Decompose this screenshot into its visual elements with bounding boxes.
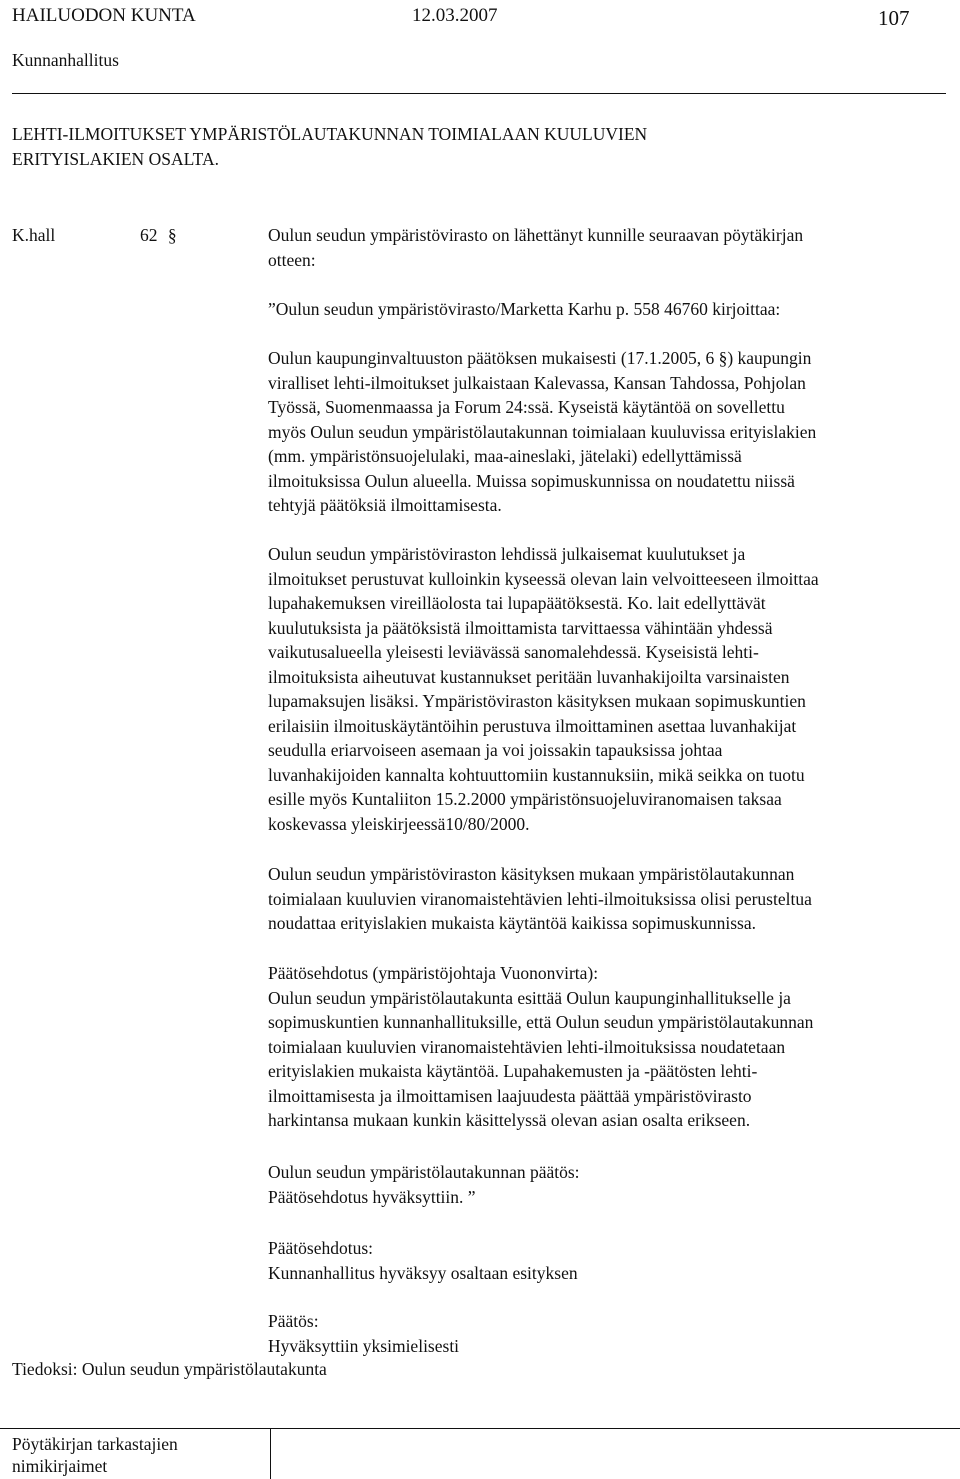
text-line: (mm. ympäristönsuojelulaki, maa-aineslaki, jätelaki) edellyttämissä: [268, 446, 742, 466]
text-line: Oulun seudun ympäristövirasto on lähettänyt kunnille seuraavan pöytäkirjan: [268, 225, 804, 245]
motion: [268, 1236, 948, 1285]
text-line: seudulla eriarvoiseen asemaan ja voi joissakin tapauksissa johtaa: [268, 740, 723, 760]
board-decision-heading: Oulun seudun ympäristölautakunnan päätös:: [268, 1162, 580, 1182]
proposal-paragraph: [268, 961, 948, 1133]
header-rule: [12, 93, 946, 94]
text-line: kuulutuksista ja päätöksistä ilmoittamista tarvittaessa vähintään yhdessä: [268, 617, 773, 638]
quote-header: ”Oulun seudun ympäristövirasto/Marketta Karhu p. 558 46760 kirjoittaa:: [268, 299, 781, 319]
motion-heading: Päätösehdotus:: [268, 1238, 373, 1258]
text-line: luvanhakijoiden kannalta kohtuuttomiin kustannuksiin, mikä seikka on tuotu: [268, 764, 805, 785]
governing-body: Kunnanhallitus: [12, 50, 119, 70]
text-line: ilmoituksissa Oulun alueella. Muissa sopimuskunnissa on noudatettu niissä: [268, 470, 795, 491]
municipality-name: HAILUODON KUNTA: [12, 5, 196, 26]
decision-heading: Päätös:: [268, 1311, 319, 1331]
section-title-line1: LEHTI-ILMOITUKSET YMPÄRISTÖLAUTAKUNNAN TOIMIALAAN KUULUVIEN: [12, 124, 648, 144]
initials-cell: [0, 1429, 271, 1479]
text-line: ilmoituksista aiheutuvat kustannukset peritään luvanhakijoilta varsinaisten: [268, 666, 790, 687]
paragraph-1: [268, 346, 948, 518]
initials-label: [12, 1433, 178, 1477]
meeting-date: 12.03.2007: [412, 5, 498, 26]
section-title-line2: ERITYISLAKIEN OSALTA.: [12, 149, 219, 169]
board-decision: [268, 1160, 948, 1209]
text-line: Työssä, Suomenmaassa ja Forum 24:ssä. Kyseistä käytäntöä on sovellettu: [268, 397, 785, 417]
section-sign: §: [167, 225, 177, 245]
text-line: erityislakien mukaista käytäntöä. Lupahakemusten ja -päätösten lehti-: [268, 1061, 758, 1081]
text-line: Oulun seudun ympäristölautakunta esittää Oulun kaupunginhallitukselle ja: [268, 987, 791, 1008]
text-line: lupahakemuksen vireilläolosta tai lupapäätöksestä. Ko. lait edellyttävät: [268, 593, 766, 613]
page-number: 107: [878, 6, 910, 30]
text-line: viralliset lehti-ilmoitukset julkaistaan Kalevassa, Kansan Tahdossa, Pohjolan: [268, 372, 806, 393]
proposal-heading: Päätösehdotus (ympäristöjohtaja Vuononvirta):: [268, 963, 599, 983]
paragraph-2: [268, 542, 948, 836]
paragraph-3: [268, 862, 948, 936]
text-line: Oulun kaupunginvaltuuston päätöksen mukaisesti (17.1.2005, 6 §) kaupungin: [268, 348, 812, 368]
text-line: toimialaan kuuluvien viranomaistehtävien lehti-ilmoituksissa olisi perusteltua: [268, 888, 812, 909]
text-line: Oulun seudun ympäristöviraston lehdissä julkaisemat kuulutukset ja: [268, 544, 746, 564]
text-line: otteen:: [268, 249, 316, 270]
item-ref: K.hall: [12, 225, 56, 245]
text-line: ilmoittamisesta ja ilmoittamisen laajuudesta päättää ympäristövirasto: [268, 1085, 752, 1106]
footer-line2: nimikirjaimet: [12, 1456, 108, 1476]
text-line: tehtyjä päätöksiä ilmoittamisesta.: [268, 495, 502, 515]
text-line: erilaisiin ilmoituskäytäntöihin perustuva ilmoittaminen asettaa luvanhakijat: [268, 715, 797, 736]
text-line: Kunnanhallitus hyväksyy osaltaan esityksen: [268, 1262, 578, 1283]
text-line: Päätösehdotus hyväksyttiin. ”: [268, 1186, 476, 1207]
item-number-value: 62: [140, 225, 158, 245]
item-number: [140, 223, 177, 248]
text-line: toimialaan kuuluvien viranomaistehtävien lehti-ilmoituksissa noudatetaan: [268, 1036, 786, 1057]
decision: [268, 1309, 948, 1358]
text-line: myös Oulun seudun ympäristölautakunnan toimialaan kuuluvissa erityislakien: [268, 421, 817, 442]
text-line: noudattaa erityislakien mukaista käytäntöä kaikissa sopimuskunnissa.: [268, 913, 756, 933]
notice-line: Tiedoksi: Oulun seudun ympäristölautakunta: [12, 1359, 327, 1379]
text-line: harkintansa mukaan kunkin käsittelyssä olevan asian osalta erikseen.: [268, 1110, 751, 1130]
text-line: Hyväksyttiin yksimielisesti: [268, 1335, 460, 1356]
text-line: lupamaksujen lisäksi. Ympäristöviraston käsityksen mukaan sopimuskuntien: [268, 691, 806, 711]
text-line: sopimuskuntien kunnanhallituksille, että Oulun seudun ympäristölautakunnan: [268, 1012, 814, 1032]
text-line: vaikutusalueella yleisesti leviävässä sanomalehdessä. Kyseisistä lehti-: [268, 642, 759, 662]
text-line: Oulun seudun ympäristöviraston käsityksen mukaan ympäristölautakunnan: [268, 864, 795, 884]
text-line: esille myös Kuntaliiton 15.2.2000 ympäristönsuojeluviranomaisen taksaa: [268, 789, 782, 809]
text-line: ilmoitukset perustuvat kulloinkin kyseessä olevan lain velvoitteeseen ilmoittaa: [268, 568, 819, 589]
footer-line1: Pöytäkirjan tarkastajien: [12, 1434, 178, 1454]
intro-paragraph: [268, 223, 948, 272]
footer: [0, 1428, 960, 1479]
text-line: koskevassa yleiskirjeessä10/80/2000.: [268, 813, 530, 834]
